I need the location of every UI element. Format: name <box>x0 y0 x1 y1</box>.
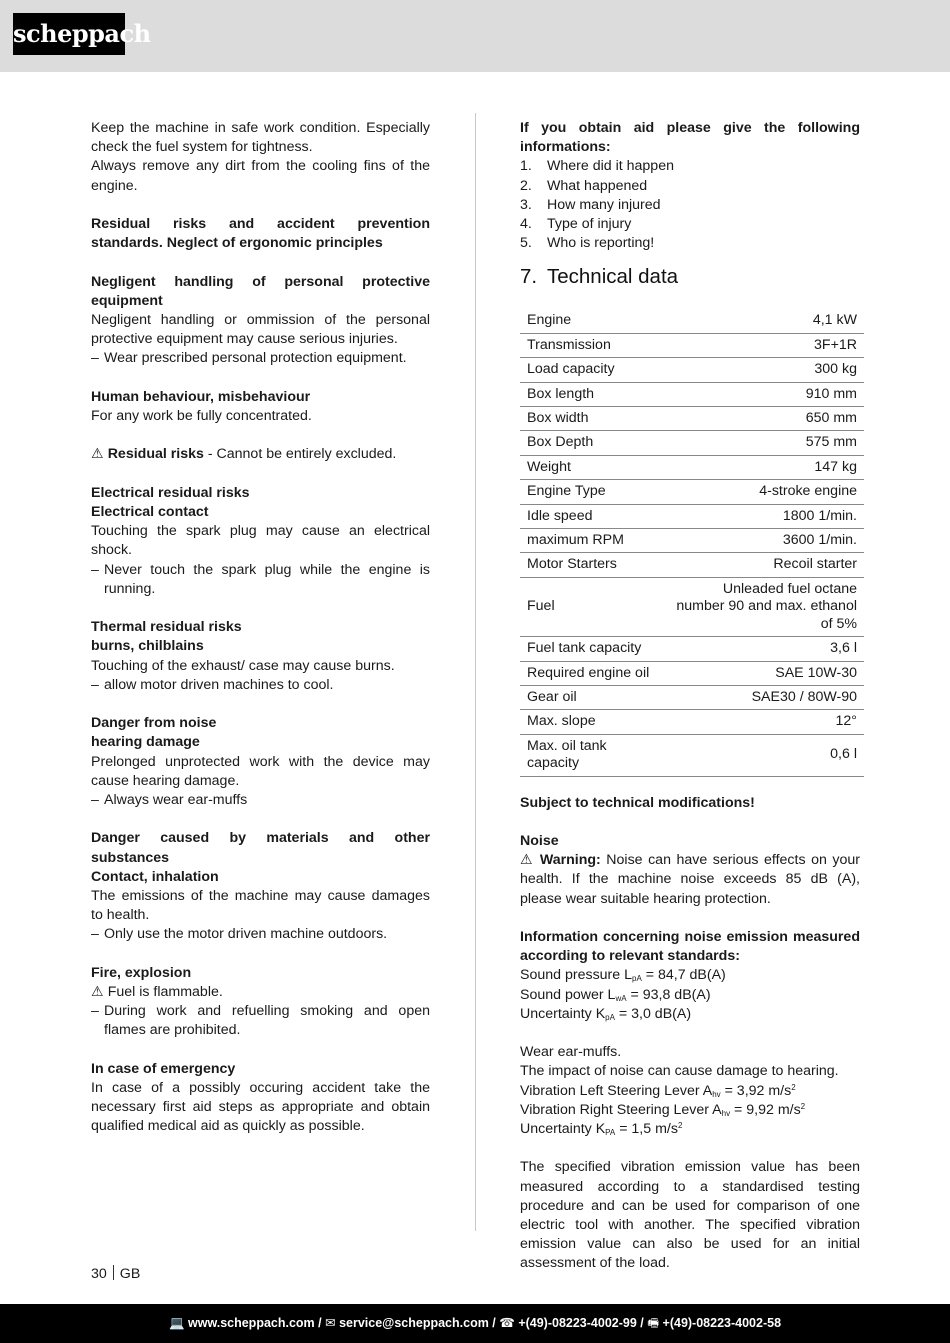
aid-list-item: 5. Who is reporting! <box>520 235 655 252</box>
table-row <box>520 577 864 636</box>
table-row <box>520 553 864 577</box>
spec-value: 4,1 kW <box>664 309 864 333</box>
subject-note: Subject to technical modifications! <box>520 794 755 811</box>
spec-label: Box width <box>520 407 664 431</box>
spec-label: Box Depth <box>520 431 664 455</box>
footer-bar: 💻 www.scheppach.com / ✉ service@scheppach.com / ☎ +(49)-08223-4002-99 / 🖷 +(49)-08223-4002-58 <box>0 1304 950 1343</box>
fire-dash-item: – During work and refuelling smoking and open flames are prohibited. <box>91 1003 430 1039</box>
intro-text-1: Keep the machine in safe work condition. Especially check the fuel system for tightness. <box>91 120 430 156</box>
human-text: For any work be fully concentrated. <box>91 408 312 424</box>
aid-list-item: 3. How many injured <box>520 196 661 213</box>
spec-label: Required engine oil <box>520 661 664 685</box>
spec-value: 0,6 l <box>664 734 864 776</box>
materials-heading-1: Danger caused by materials and other substances <box>91 830 430 866</box>
ppe-heading: Negligent handling of personal protective equipment <box>91 273 430 309</box>
thermal-dash-item: – allow motor driven machines to cool. <box>91 676 334 693</box>
spec-label: Transmission <box>520 333 664 357</box>
vibration-uncertainty: Uncertainty $K_{PA} = 1,5$ $m/s^2$ <box>520 1120 683 1137</box>
wear-ear-muffs: Wear ear-muffs. <box>520 1044 622 1061</box>
ppe-text: Negligent handling or ommission of the personal protective equipment may cause serious injuries. <box>91 312 430 348</box>
table-row <box>520 685 864 709</box>
vibration-right: Vibration Right Steering Lever $A_{hv} = 9,92$ $m/s^2$ <box>520 1101 806 1118</box>
aid-list-item: 2. What happened <box>520 177 648 194</box>
vibration-paragraph: The specified vibration emission value has been measured according to a standardised testing procedure and can be used for comparison of one electric tool with another. The specified vibration emission value can also be used for an initial assessment of the load. <box>520 1159 860 1272</box>
fire-heading: Fire, explosion <box>91 964 192 981</box>
right-column <box>520 119 860 1274</box>
emergency-heading: In case of emergency <box>91 1060 236 1077</box>
materials-heading-2: Contact, inhalation <box>91 868 219 885</box>
spec-value: 575 mm <box>664 431 864 455</box>
intro-text-2: Always remove any dirt from the cooling fins of the engine. <box>91 158 430 194</box>
table-row <box>520 504 864 528</box>
table-row <box>520 333 864 357</box>
thermal-heading-1: Thermal residual risks <box>91 619 242 636</box>
noise-text: Prelonged unprotected work with the device may cause hearing damage. <box>91 753 430 789</box>
ppe-dash-item: – Wear prescribed personal protection equipment. <box>91 350 407 367</box>
spec-label: Box length <box>520 382 664 406</box>
noise-impact: The impact of noise can cause damage to hearing. <box>520 1063 839 1080</box>
residual-heading: Residual risks and accident prevention standards. Neglect of ergonomic principles <box>91 216 430 252</box>
spec-label: Max. oil tank capacity <box>520 734 664 776</box>
spec-label: Max. slope <box>520 710 664 734</box>
spec-value: 300 kg <box>664 358 864 382</box>
spec-label: Engine Type <box>520 480 664 504</box>
spec-label: maximum RPM <box>520 529 664 553</box>
spec-value: 910 mm <box>664 382 864 406</box>
sound-uncertainty: Uncertainty $K_{pA} = 3,0$ dB(A) <box>520 1005 692 1022</box>
brand-logo: scheppach <box>13 13 125 55</box>
spec-value: Recoil starter <box>664 553 864 577</box>
spec-value: SAE30 / 80W-90 <box>664 685 864 709</box>
spec-label: Fuel <box>520 577 664 636</box>
spec-label: Weight <box>520 455 664 479</box>
thermal-heading-2: burns, chilblains <box>91 638 204 655</box>
spec-value: 12° <box>664 710 864 734</box>
emergency-text: In case of a possibly occuring accident take the necessary first aid steps as appropriate and obtain qualified medical aid as quickly as possible. <box>91 1080 430 1135</box>
aid-list-item: 4. Type of injury <box>520 216 632 233</box>
table-row <box>520 710 864 734</box>
spec-value: 1800 1/min. <box>664 504 864 528</box>
electrical-text: Touching the spark plug may cause an electrical shock. <box>91 523 430 559</box>
warning-triangle-icon: ⚠ <box>520 852 535 869</box>
aid-list <box>520 157 860 253</box>
footer-fax: +(49)-08223-4002-58 <box>662 1316 782 1330</box>
section-title: 7. Technical data <box>520 265 679 289</box>
fax-icon: 🖷 <box>647 1316 660 1330</box>
spec-label: Fuel tank capacity <box>520 637 664 661</box>
technical-data-table <box>520 309 864 776</box>
noise-dash-item: – Always wear ear-muffs <box>91 792 248 808</box>
header-bar <box>0 0 950 72</box>
noise-heading-1: Danger from noise <box>91 715 217 732</box>
spec-value: 3F+1R <box>664 333 864 357</box>
electrical-heading-2: Electrical contact <box>91 503 209 520</box>
footer-phone: +(49)-08223-4002-99 <box>518 1316 637 1330</box>
footer-email-link[interactable]: service@scheppach.com <box>339 1316 489 1330</box>
fire-warning: ⚠ Fuel is flammable. <box>91 984 223 1000</box>
page-number: 30 GB <box>91 1266 141 1282</box>
warning-triangle-icon: ⚠ <box>91 446 104 463</box>
spec-value: SAE 10W-30 <box>664 661 864 685</box>
noise-warning: ⚠ Warning: Noise can have serious effects on your health. If the machine noise exceeds 85 dB (A), please wear suitable hearing protection. <box>520 852 860 907</box>
noise-section-heading: Noise <box>520 832 559 849</box>
spec-label: Motor Starters <box>520 553 664 577</box>
table-row <box>520 309 864 333</box>
spec-value: Unleaded fuel octane number 90 and max. ethanol of 5% <box>664 577 864 636</box>
table-row <box>520 455 864 479</box>
table-row <box>520 637 864 661</box>
residual-risks-note: ⚠ Residual risks - Cannot be entirely excluded. <box>91 446 397 463</box>
spec-label: Gear oil <box>520 685 664 709</box>
spec-label: Idle speed <box>520 504 664 528</box>
phone-icon: ☎ <box>499 1316 515 1330</box>
left-column <box>91 119 430 1137</box>
human-heading: Human behaviour, misbehaviour <box>91 388 311 405</box>
sound-power: Sound power $L_{wA} = 93,8$ dB(A) <box>520 986 711 1003</box>
aid-list-item: 1. Where did it happen <box>520 158 674 175</box>
envelope-icon: ✉ <box>325 1316 336 1330</box>
table-row <box>520 480 864 504</box>
sound-pressure: Sound pressure $L_{pA} = 84,7$ dB(A) <box>520 967 726 984</box>
materials-text: The emissions of the machine may cause damages to health. <box>91 888 430 924</box>
table-row <box>520 734 864 776</box>
table-row <box>520 661 864 685</box>
noise-info-heading: Information concerning noise emission measured according to relevant standards: <box>520 928 860 965</box>
computer-icon: 💻 <box>168 1316 185 1330</box>
electrical-dash-item: – Never touch the spark plug while the engine is running. <box>91 561 430 597</box>
thermal-text: Touching of the exhaust/ case may cause burns. <box>91 657 395 674</box>
spec-label: Load capacity <box>520 358 664 382</box>
warning-triangle-icon: ⚠ <box>91 984 104 1000</box>
table-row <box>520 431 864 455</box>
electrical-heading-1: Electrical residual risks <box>91 484 250 501</box>
noise-heading-2: hearing damage <box>91 734 200 751</box>
spec-value: 3,6 l <box>664 637 864 661</box>
footer-web-link[interactable]: www.scheppach.com <box>188 1316 315 1330</box>
table-row <box>520 529 864 553</box>
table-row <box>520 382 864 406</box>
materials-dash-item: – Only use the motor driven machine outdoors. <box>91 926 388 943</box>
spec-label: Engine <box>520 309 664 333</box>
spec-value: 147 kg <box>664 455 864 479</box>
spec-value: 4-stroke engine <box>664 480 864 504</box>
column-divider <box>475 113 476 1231</box>
table-row <box>520 358 864 382</box>
aid-heading: If you obtain aid please give the following informations: <box>520 120 860 156</box>
vibration-left: Vibration Left Steering Lever $A_{hv} = 3,92$ $m/s^2$ <box>520 1082 796 1099</box>
table-row <box>520 407 864 431</box>
spec-value: 650 mm <box>664 407 864 431</box>
spec-value: 3600 1/min. <box>664 529 864 553</box>
